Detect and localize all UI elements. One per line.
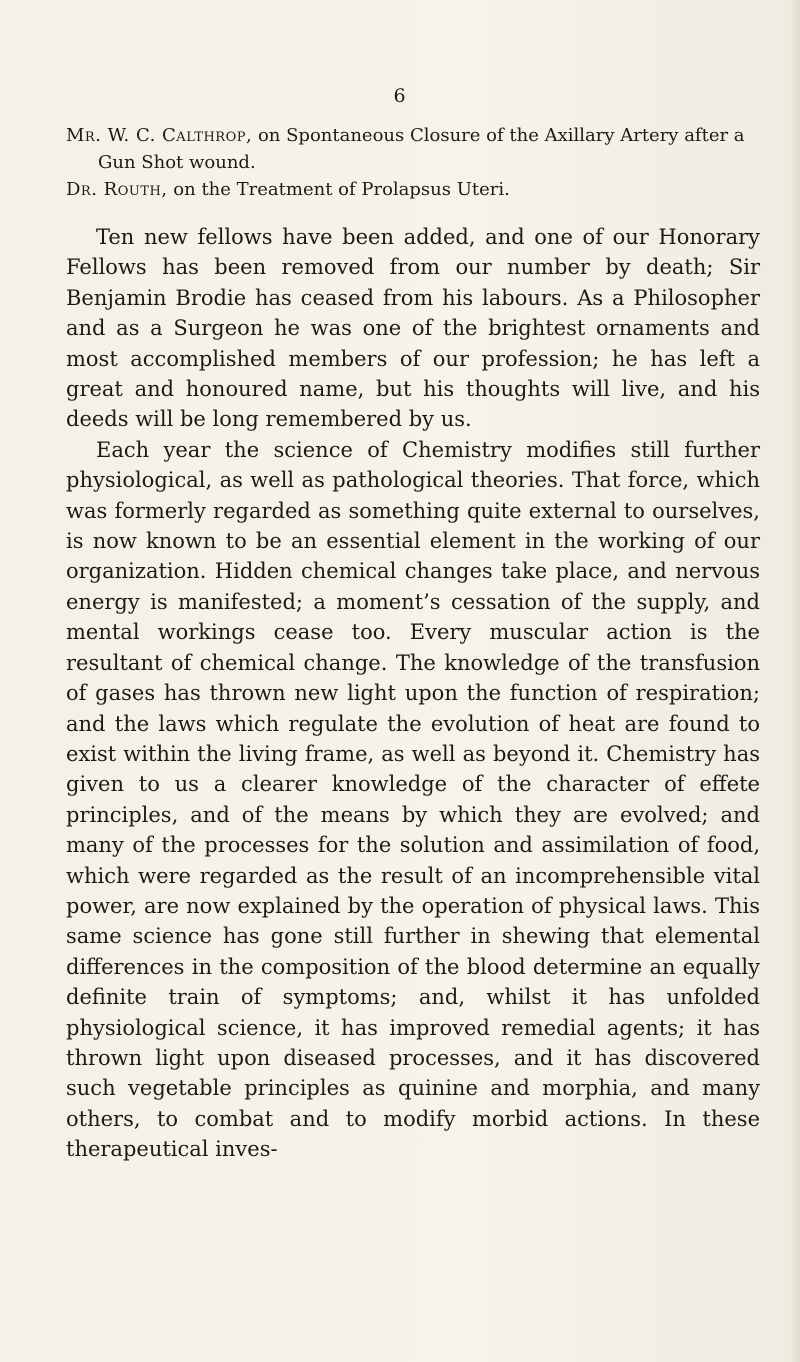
papers-list — [66, 122, 756, 203]
paper-entry — [66, 122, 756, 176]
paper-author: Mr. W. C. Calthrop, — [66, 125, 253, 146]
paragraph: Each year the science of Chemistry modifies still further physiological, as well as pathological theories. That force, which was formerly regarded as something quite external to ourselves, is now known to be an essential element in the working of our organization. Hidden chemical changes take place, and nervous energy is manifested; a moment’s cessation of the supply, and mental workings cease too. Every muscular action is the resultant of chemical change. The knowledge of the transfusion of gases has thrown new light upon the function of respiration; and the laws which regulate the evolution of heat are found to exist within the living frame, as well as beyond it. Chemistry has given to us a clearer knowledge of the character of effete principles, and of the means by which they are evolved; and many of the processes for the solution and assimilation of food, which were regarded as the result of an incomprehensible vital power, are now explained by the operation of physical laws. This same science has gone still further in shewing that elemental differences in the composition of the blood determine an equally definite train of symptoms; and, whilst it has unfolded physiological science, it has improved remedial agents; it has thrown light upon diseased processes, and it has discovered such vegetable principles as quinine and morphia, and many others, to combat and to modify morbid actions. In these therapeutical inves- — [66, 437, 760, 1162]
paper-title: on the Treatment of Prolapsus Uteri. — [173, 179, 510, 200]
body-text — [66, 222, 760, 1165]
page-edge-shadow — [790, 0, 800, 1362]
paragraph: Ten new fellows have been added, and one of our Honorary Fellows has been removed from our number by death; Sir Benjamin Brodie has ceased from his labours. As a Philosopher and as a Surgeon he was one of the brightest ornaments and most accomplished members of our profession; he has left a great and honoured name, but his thoughts will live, and his deeds will be long remembered by us. — [66, 225, 760, 432]
paper-author: Dr. Routh, — [66, 179, 168, 200]
paper-entry — [66, 176, 756, 203]
page-number: 6 — [393, 85, 407, 107]
paper-title: on Spontaneous Closure of the Axillary Artery after a Gun Shot wound. — [98, 125, 745, 173]
